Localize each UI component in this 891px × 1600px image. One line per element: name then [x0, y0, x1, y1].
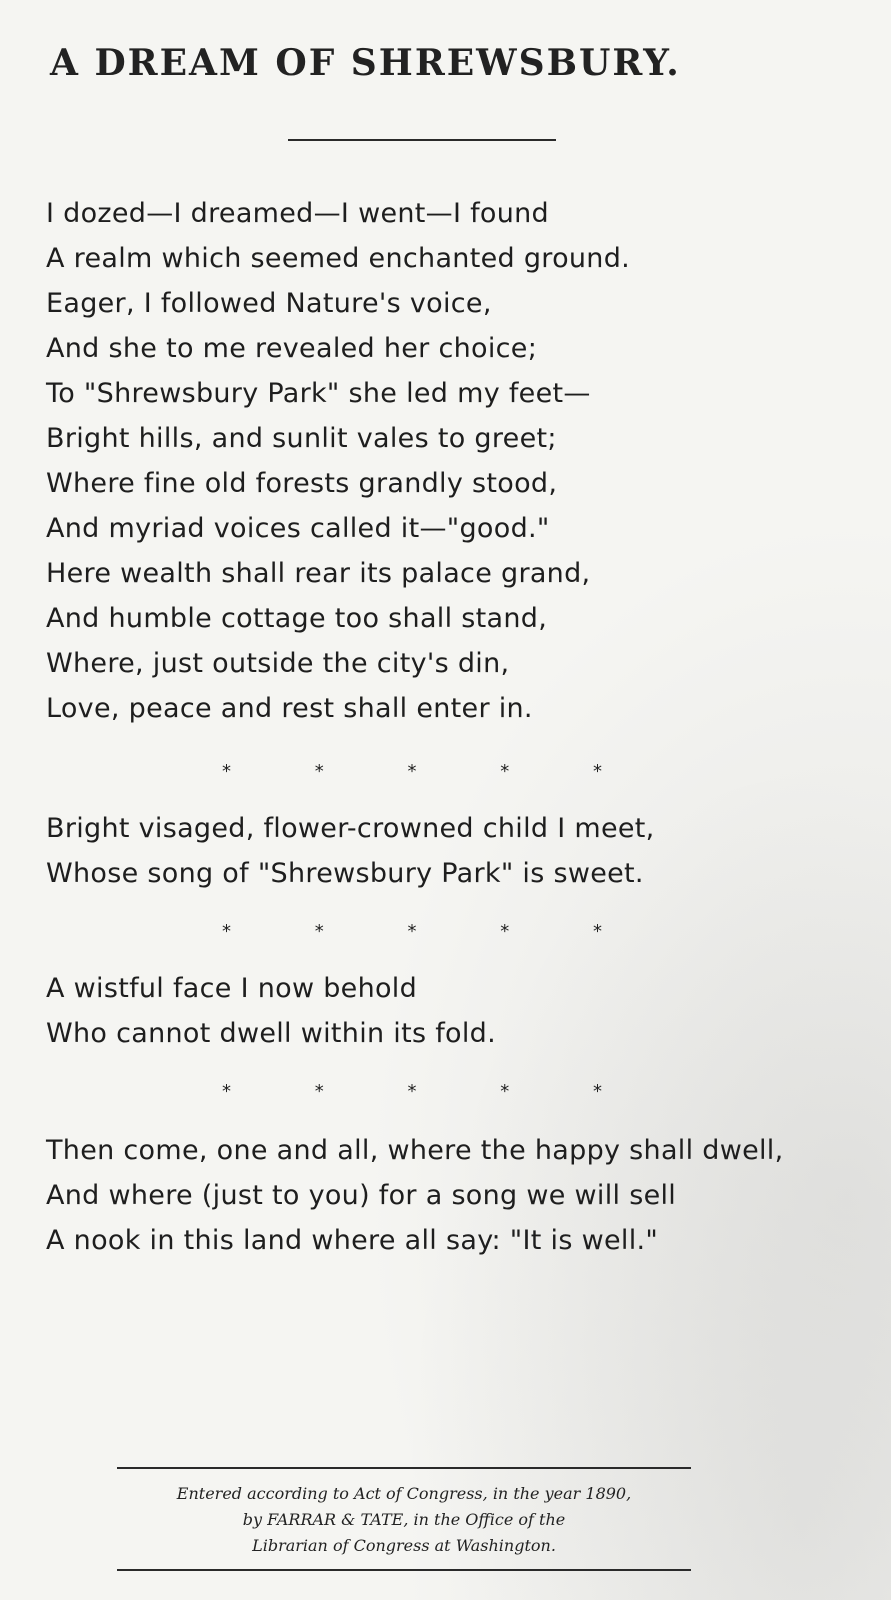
poem-line: And myriad voices called it—"good." [46, 513, 550, 544]
separator-star: * [593, 921, 602, 942]
separator-star: * [222, 921, 231, 942]
title-divider [288, 139, 556, 141]
separator-star: * [500, 1081, 510, 1102]
separator-star: * [314, 921, 324, 942]
separator-star: * [407, 921, 417, 942]
copyright-line: Entered according to Act of Congress, in the year 1890, [176, 1484, 632, 1503]
separator-star: * [314, 761, 324, 782]
separator-star: * [407, 761, 417, 782]
poem-line: Where, just outside the city's din, [46, 648, 510, 679]
separator-star: * [222, 761, 231, 782]
poem-title: A DREAM OF SHREWSBURY. [50, 42, 681, 84]
poem-line: Bright visaged, flower-crowned child I meet, [46, 813, 655, 844]
poem-line: A nook in this land where all say: "It is well." [46, 1225, 659, 1256]
separator-star: * [222, 1081, 231, 1102]
poem-line: Here wealth shall rear its palace grand, [46, 558, 591, 589]
stanza-separator [222, 922, 602, 942]
separator-star: * [593, 761, 602, 782]
copyright-line: by FARRAR & TATE, in the Office of the [242, 1510, 566, 1529]
poem-line: A realm which seemed enchanted ground. [46, 243, 631, 274]
poem-line: And where (just to you) for a song we will sell [46, 1180, 677, 1211]
stanza-separator [222, 762, 602, 782]
stanza-2 [46, 806, 886, 896]
separator-star: * [500, 921, 510, 942]
separator-star: * [314, 1081, 324, 1102]
poem-line: Where fine old forests grandly stood, [46, 468, 558, 499]
copyright-line: Librarian of Congress at Washington. [252, 1536, 556, 1555]
poem-line: A wistful face I now behold [46, 973, 418, 1004]
stanza-1 [46, 191, 886, 731]
footer-bottom-rule [117, 1569, 691, 1571]
poem-line: Whose song of "Shrewsbury Park" is sweet. [46, 858, 644, 889]
separator-star: * [593, 1081, 602, 1102]
stanza-separator [222, 1082, 602, 1102]
poem-line: Eager, I followed Nature's voice, [46, 288, 492, 319]
separator-star: * [500, 761, 510, 782]
separator-star: * [407, 1081, 417, 1102]
copyright-notice [117, 1481, 691, 1559]
poem-line: Then come, one and all, where the happy shall dwell, [46, 1135, 784, 1166]
poem-line: And she to me revealed her choice; [46, 333, 538, 364]
poem-line: And humble cottage too shall stand, [46, 603, 548, 634]
footer-top-rule [117, 1467, 691, 1469]
poem-line: Who cannot dwell within its fold. [46, 1018, 496, 1049]
poem-line: Bright hills, and sunlit vales to greet; [46, 423, 557, 454]
stanza-3 [46, 966, 886, 1056]
poem-line: To "Shrewsbury Park" she led my feet— [46, 378, 591, 409]
poem-line: I dozed—I dreamed—I went—I found [46, 198, 549, 229]
stanza-4 [46, 1128, 886, 1263]
poem-line: Love, peace and rest shall enter in. [46, 693, 533, 724]
